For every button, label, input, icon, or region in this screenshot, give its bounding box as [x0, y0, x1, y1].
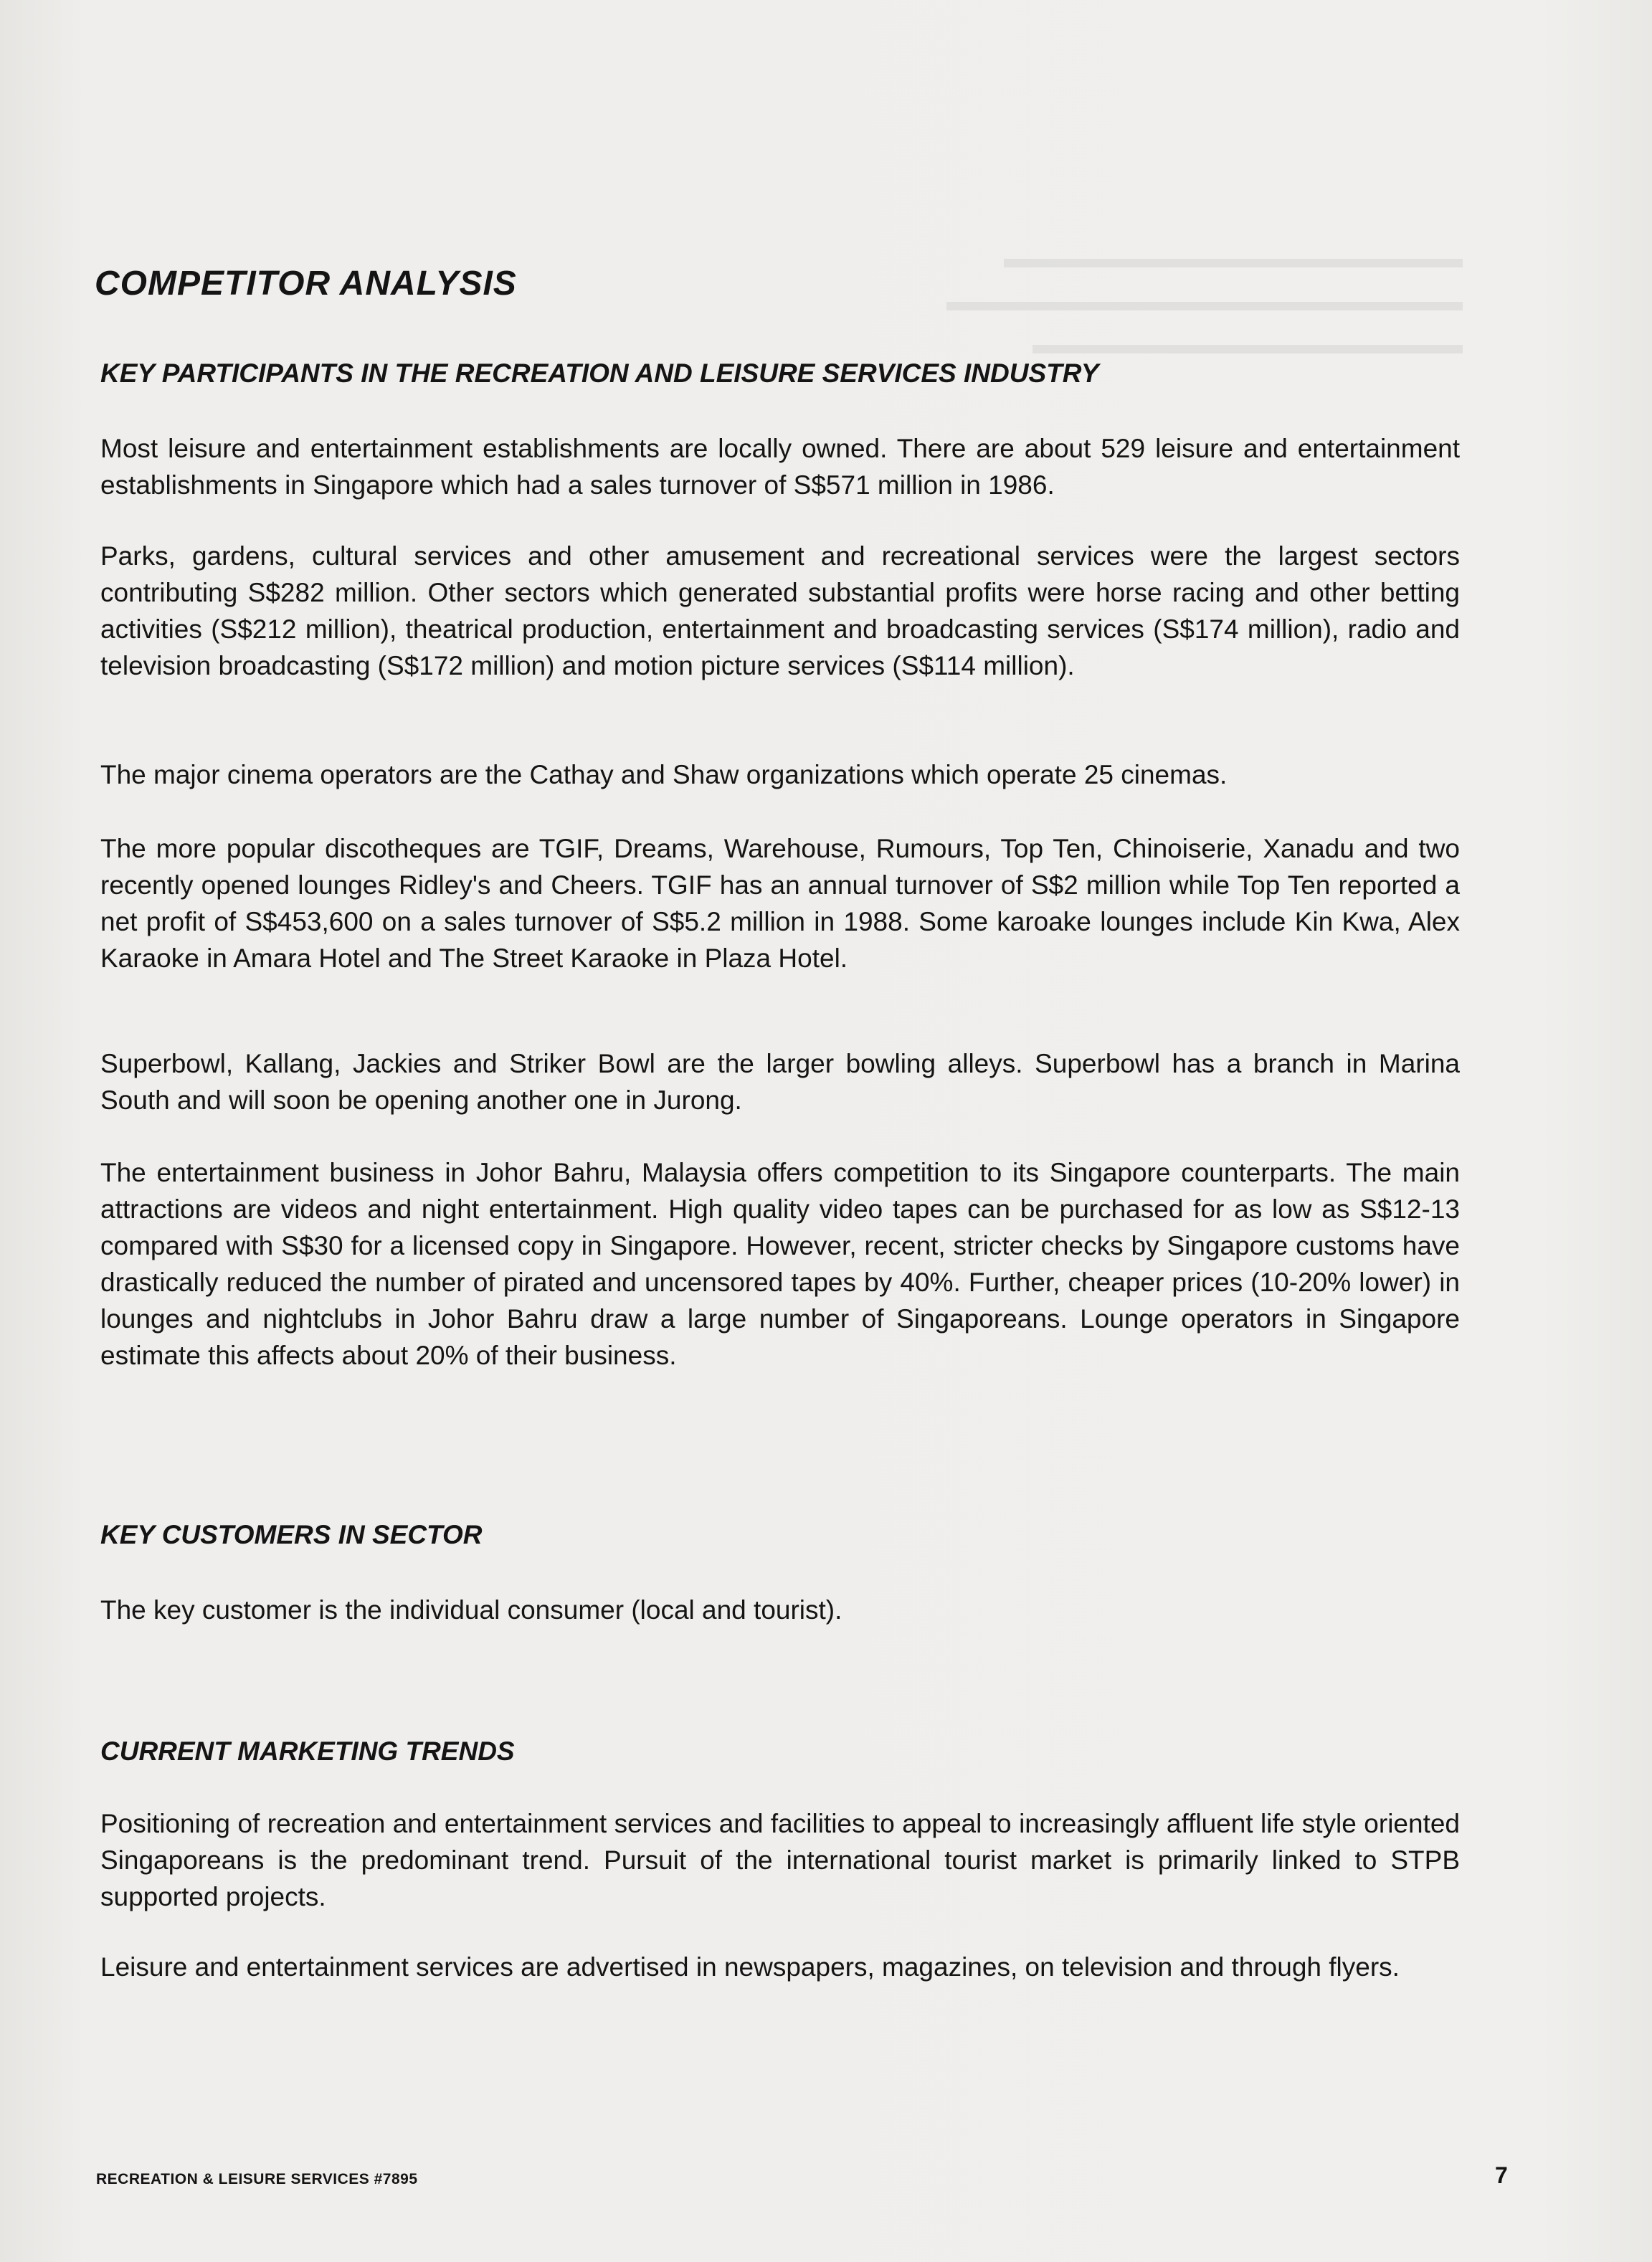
section-heading-key-customers: KEY CUSTOMERS IN SECTOR	[100, 1520, 483, 1549]
show-through-texture: ▬▬▬▬▬▬▬▬▬▬▬▬▬▬▬▬ ▬▬▬▬▬▬▬▬▬▬▬▬▬▬▬▬▬▬ ▬▬▬▬▬▬▬▬▬▬▬▬▬▬▬	[946, 242, 1463, 360]
paragraph-establishments: Most leisure and entertainment establishments are locally owned. There are about 529 leisure and entertainment establishments in Singapore which had a sales turnover of S$571 million in 1986.	[100, 434, 1460, 500]
paragraph-bowling: Superbowl, Kallang, Jackies and Striker Bowl are the larger bowling alleys. Superbowl has a branch in Marina South and will soon be opening another one in Jurong.	[100, 1049, 1460, 1115]
paragraph-advertising: Leisure and entertainment services are advertised in newspapers, magazines, on television and through flyers.	[100, 1952, 1400, 1982]
footer-document-reference: RECREATION & LEISURE SERVICES #7895	[96, 2171, 418, 2187]
paragraph-johor-bahru: The entertainment business in Johor Bahru, Malaysia offers competition to its Singapore counterparts. The main attractions are videos and night entertainment. High quality video tapes can be purchased for as low as S$12-13 compared with S$30 for a licensed copy in Singapore. However, recent, stricter checks by Singapore customs have drastically reduced the number of pirated and uncensored tapes by 40%. Further, cheaper prices (10-20% lower) in lounges and nightclubs in Johor Bahru draw a large number of Singaporeans. Lounge operators in Singapore estimate this affects about 20% of their business.	[100, 1158, 1460, 1370]
page-number: 7	[1495, 2162, 1508, 2188]
page-title: COMPETITOR ANALYSIS	[95, 265, 517, 303]
section-heading-key-participants: KEY PARTICIPANTS IN THE RECREATION AND LEISURE SERVICES INDUSTRY	[100, 358, 1099, 388]
paragraph-key-customer: The key customer is the individual consumer (local and tourist).	[100, 1595, 842, 1625]
section-heading-marketing-trends: CURRENT MARKETING TRENDS	[100, 1736, 515, 1766]
paragraph-sectors: Parks, gardens, cultural services and other amusement and recreational services were the largest sectors contributing S$282 million. Other sectors which generated substantial profits were horse racing and other betting activities (S$212 million), theatrical production, entertainment and broadcasting services (S$174 million), radio and television broadcasting (S$172 million) and motion picture services (S$114 million).	[100, 541, 1460, 680]
paragraph-discotheques: The more popular discotheques are TGIF, Dreams, Warehouse, Rumours, Top Ten, Chinoiserie, Xanadu and two recently opened lounges Ridley's and Cheers. TGIF has an annual turnover of S$2 million while Top Ten reported a net profit of S$453,600 on a sales turnover of S$5.2 million in 1988. Some karoake lounges include Kin Kwa, Alex Karaoke in Amara Hotel and The Street Karaoke in Plaza Hotel.	[100, 834, 1460, 973]
paragraph-cinemas: The major cinema operators are the Cathay and Shaw organizations which operate 25 cinemas.	[100, 760, 1228, 789]
paragraph-positioning: Positioning of recreation and entertainment services and facilities to appeal to increasingly affluent life style oriented Singaporeans is the predominant trend. Pursuit of the international tourist market is primarily linked to STPB supported projects.	[100, 1809, 1460, 1911]
